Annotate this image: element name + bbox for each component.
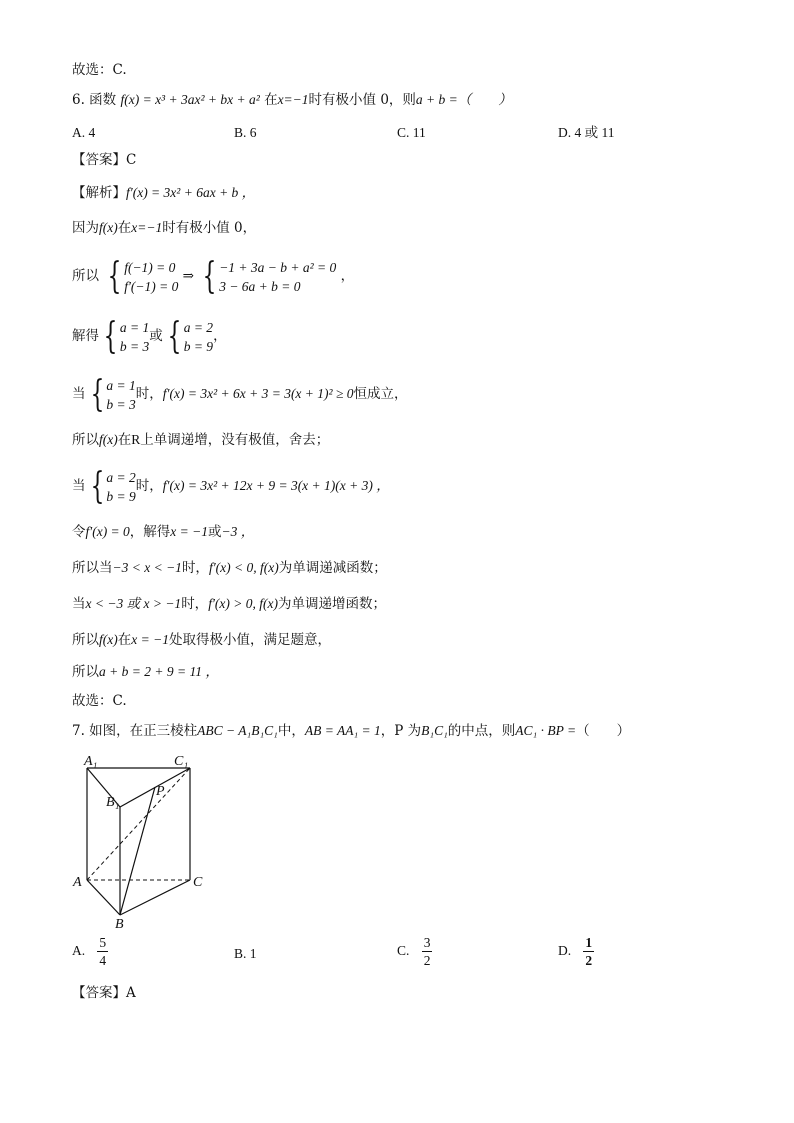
q7-choice-a: A. $\frac{5}{4}$	[72, 935, 107, 968]
q6-system: 所以 { f(−1) = 0 f′(−1) = 0 ⇒ { −1 + 3a − b + a² = 0 3 − 6a + b = 0 ，	[72, 255, 355, 297]
q6-case-2: 当 { a = 2 b = 9 时，f′(x) = 3x² + 12x + 9 = 3(x + 1)(x + 3) ，	[72, 465, 390, 507]
label-b1: B₁	[106, 795, 120, 810]
q6-because: 因为f(x)在x=−1时有极小值 0，	[72, 220, 257, 236]
label-a1: A₁	[84, 754, 98, 769]
q7-answer: 【答案】A	[72, 985, 136, 1001]
q6-sum: 所以a + b = 2 + 9 = 11 ，	[72, 664, 219, 680]
q6-answer: 【答案】C	[72, 152, 137, 168]
label-c: C	[193, 875, 203, 890]
q6-conclusion: 故选：C.	[72, 693, 127, 709]
prev-answer-conclusion: 故选：C.	[72, 62, 127, 78]
q6-set-zero: 令f′(x) = 0，解得x = −1或−3 ，	[72, 524, 255, 540]
edge-b-c	[120, 880, 190, 915]
q6-case-1-conclusion: 所以f(x)在R上单调递增，没有极值，舍去；	[72, 432, 330, 448]
q7-choice-c: C. $\frac{3}{2}$	[397, 935, 431, 968]
q6-function: f(x) = x³ + 3ax² + bx + a²	[120, 92, 260, 107]
q7-choice-d: D. $\frac{1}{2}$	[558, 935, 593, 968]
q6-choice-d: D. 4 或 11	[558, 125, 615, 140]
question-6: 6. 函数 f(x) = x³ + 3ax² + bx + a² 在x=−1时有极小值 0，则a + b =（ ）	[72, 92, 512, 108]
q6-choice-b: B. 6	[234, 125, 257, 140]
q6-decreasing: 所以当−3 < x < −1时，f′(x) < 0, f(x)为单调递减函数；	[72, 560, 387, 576]
segment-ac1-hidden	[87, 768, 190, 880]
question-7: 7. 如图，在正三棱柱ABC − A₁B₁C₁中，AB = AA₁ = 1，P 为B₁C₁的中点，则AC₁ · BP =（ ）	[72, 723, 631, 739]
label-b: B	[115, 917, 124, 932]
label-a: A	[73, 875, 82, 890]
q6-solutions: 解得 { a = 1 b = 3 或 { a = 2 b = 9 ，	[72, 315, 227, 357]
q6-analysis-derivative: 【解析】f′(x) = 3x² + 6ax + b ，	[72, 185, 256, 201]
q6-minimum: 所以f(x)在x = −1处取得极小值，满足题意，	[72, 632, 331, 648]
q7-choice-b: B. 1	[234, 946, 257, 961]
edge-a-b	[87, 880, 120, 915]
q6-choice-c: C. 11	[397, 125, 426, 140]
q6-case-1: 当 { a = 1 b = 3 时，f′(x) = 3x² + 6x + 3 = 3(x + 1)² ≥ 0恒成立，	[72, 373, 408, 415]
label-c1: C₁	[174, 754, 189, 769]
segment-bp	[120, 787, 155, 915]
q6-increasing: 当x < −3 或 x > −1时，f′(x) > 0, f(x)为单调递增函数；	[72, 596, 386, 612]
prism-figure	[70, 752, 210, 932]
label-p: P	[156, 784, 165, 799]
q6-choice-a: A. 4	[72, 125, 96, 140]
